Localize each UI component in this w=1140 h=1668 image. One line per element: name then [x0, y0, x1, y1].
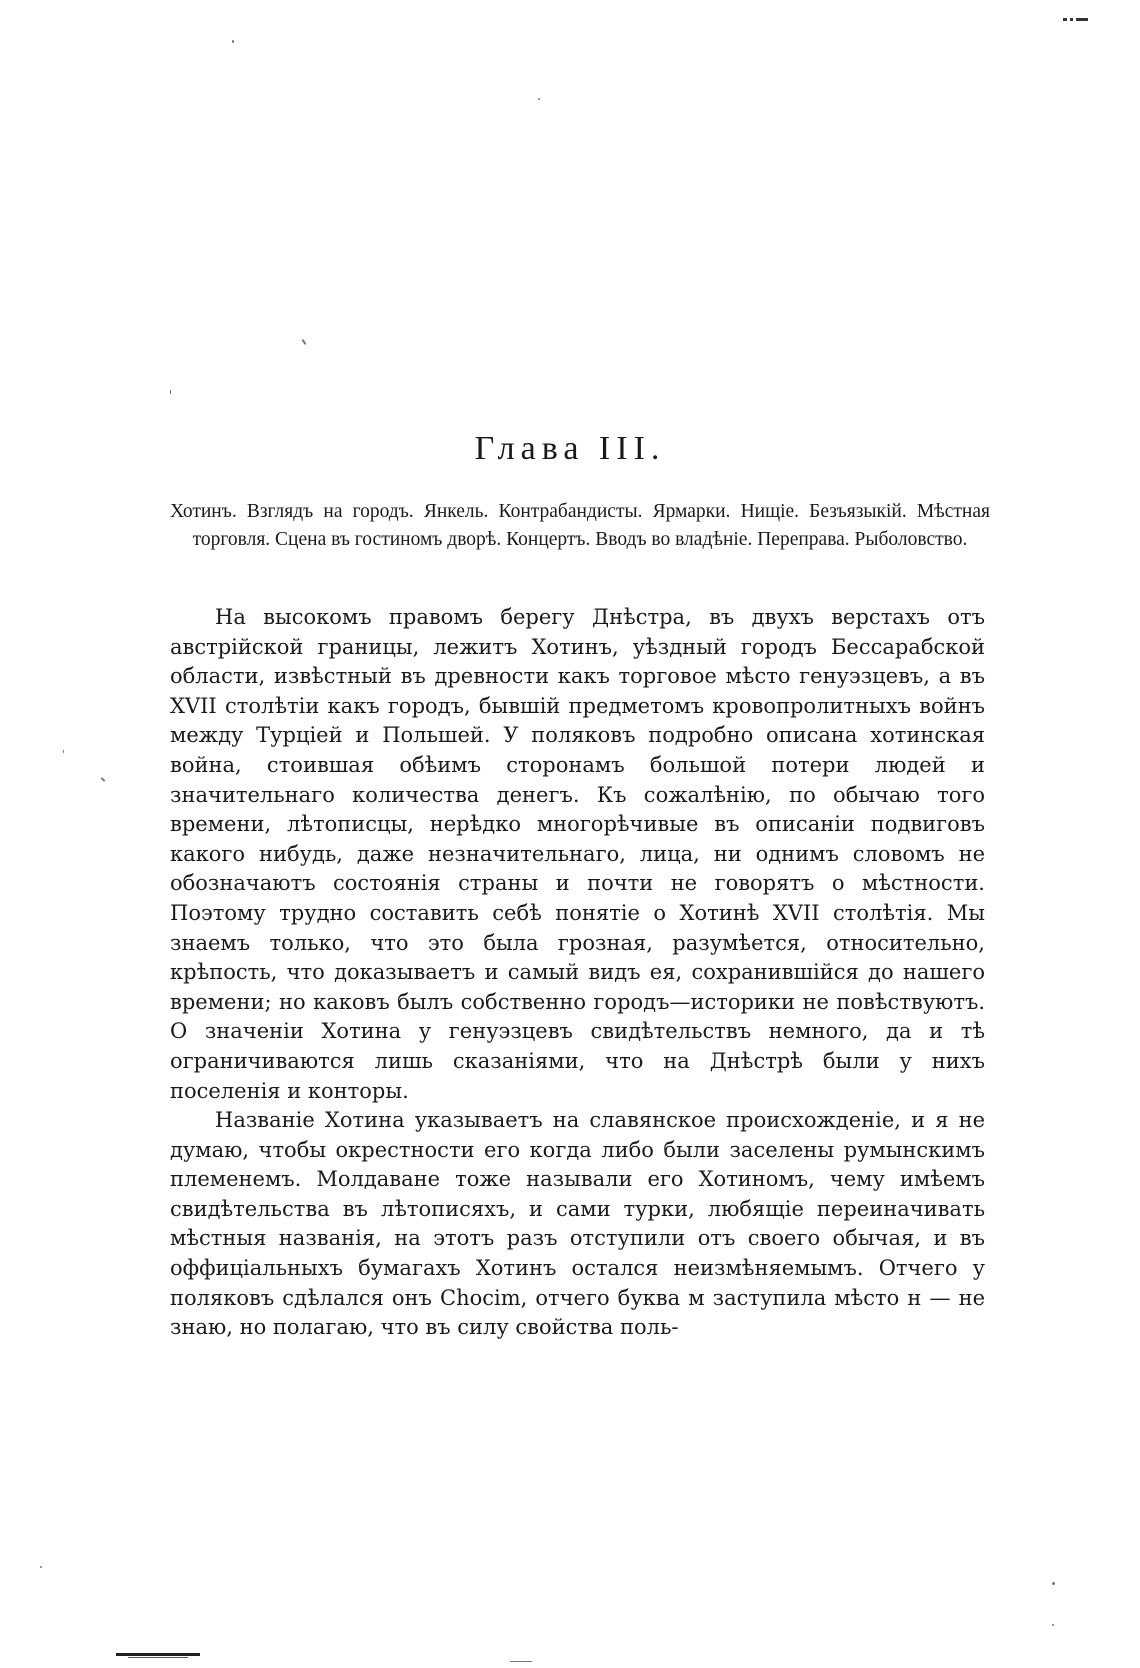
print-speck — [1052, 1624, 1054, 1626]
print-speck — [40, 1566, 42, 1568]
print-speck — [101, 777, 106, 782]
paragraph: Названіе Хотина указываетъ на славянское происхожденіе, и я не думаю, чтобы окрестности его когда либо были заселены румынскимъ племенемъ. Молдаване тоже называли его Хотиномъ, чему имѣемъ свидѣтельства въ лѣтописяхъ, и сами турки, любящіе переиначивать мѣстныя названія, на этотъ разъ отступили отъ своего обычая, и въ оффиціальныхъ бумагахъ Хотинъ остался неизмѣняемымъ. Отчего у поляковъ сдѣлался онъ Chocim, отчего буква м заступила мѣсто н — не знаю, но полагаю, что въ силу свойства поль- — [170, 1108, 985, 1340]
print-speck — [232, 40, 234, 43]
print-speck — [1052, 1582, 1055, 1585]
print-speck — [538, 98, 540, 100]
paragraph: На высокомъ правомъ берегу Днѣстра, въ двухъ верстахъ отъ австрійской границы, лежитъ Хотинъ, уѣздный городъ Бессарабской области, извѣстный въ древности какъ торговое мѣсто генуэзцевъ, а въ XVII столѣтіи какъ городъ, бывшій предметомъ кровопролитныхъ войнъ между Турціей и Польшей. У поляковъ подробно описана хотинская война, стоившая обѣимъ сторонамъ большой потери людей и значительнаго количества денегъ. Къ сожалѣнію, по обычаю того времени, лѣтописцы, нерѣдко многорѣчивые въ описаніи подвиговъ какого нибудь, даже незначительнаго, лица, ни однимъ словомъ не обозначаютъ состоянія страны и почти не говорятъ о мѣстности. Поэтому трудно составить себѣ понятіе о Хотинѣ XVII столѣтія. Мы знаемъ только, что это была грозная, разумѣется, относительно, крѣпость, что доказываетъ и самый видъ ея, сохранившійся до нашего времени; но каковъ былъ собственно городъ—историки не повѣствуютъ. О значеніи Хотина у генуэзцевъ свидѣтельствъ немного, да и тѣ ограничиваются лишь сказаніями, что на Днѣстрѣ были у нихъ поселенія и конторы. — [170, 605, 985, 1103]
print-speck — [63, 750, 64, 753]
corner-print-mark — [1060, 6, 1092, 12]
chapter-summary: Хотинъ. Взглядъ на городъ. Янкель. Контрабандисты. Ярмарки. Нищіе. Безъязыкій. Мѣстная торговля. Сцена въ гостиномъ дворѣ. Концертъ. Вводъ во владѣніе. Переправа. Рыболовство. — [170, 501, 990, 550]
print-speck — [510, 1661, 532, 1662]
chapter-title: Глава III. — [474, 430, 666, 467]
print-speck — [301, 339, 306, 345]
footer-rule — [116, 1653, 200, 1656]
chapter-body — [170, 603, 985, 1343]
print-speck — [170, 390, 171, 394]
footer-rule — [128, 1657, 188, 1658]
